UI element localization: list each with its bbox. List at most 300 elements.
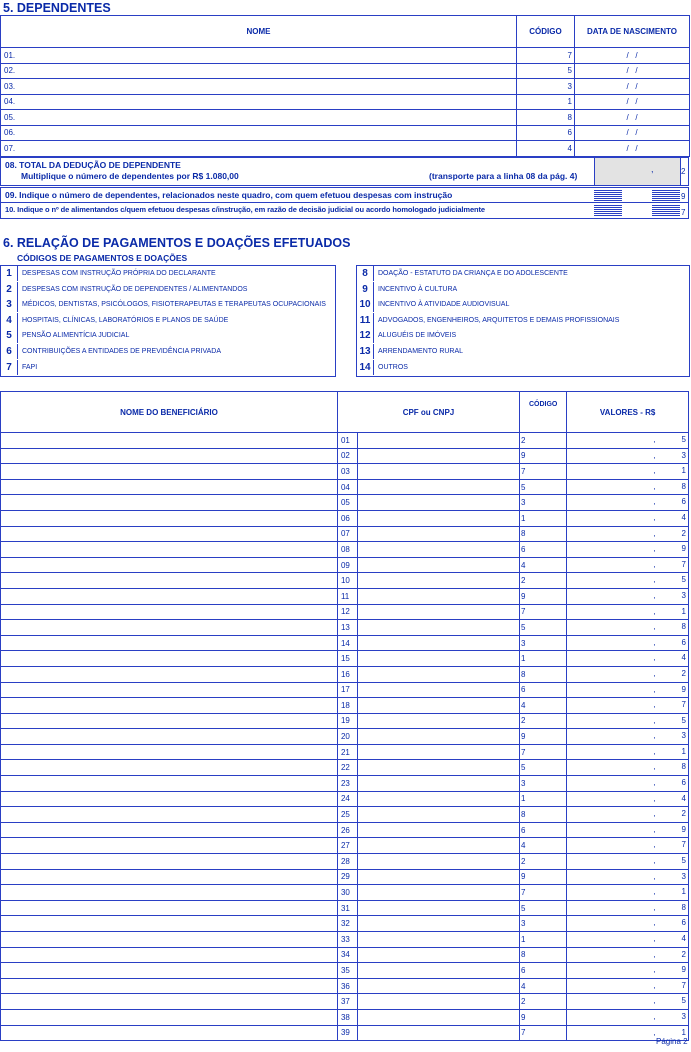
payment-value-field[interactable]: [567, 916, 689, 932]
code-check-digit: 4: [521, 560, 526, 570]
beneficiary-name-field[interactable]: [1, 932, 338, 948]
payment-code-number: 11: [357, 313, 374, 328]
payment-row-number: 38: [337, 1009, 357, 1025]
dependent-check-digit: 3: [567, 81, 572, 91]
code-check-digit: 4: [521, 981, 526, 991]
payment-code-field[interactable]: [520, 698, 567, 714]
dependent-code-field[interactable]: [517, 110, 575, 126]
payment-value-field[interactable]: [567, 854, 689, 870]
payment-code-field[interactable]: [520, 822, 567, 838]
payment-value-field[interactable]: [567, 698, 689, 714]
payment-row-number: 15: [337, 651, 357, 667]
payment-code-field[interactable]: [520, 526, 567, 542]
payment-code-field[interactable]: [520, 947, 567, 963]
value-decimal-separator: ,: [653, 809, 656, 819]
code-check-digit: 9: [521, 732, 526, 742]
dependent-birth-date-field[interactable]: [575, 63, 690, 79]
payment-row: [1, 776, 689, 792]
payment-code-field[interactable]: [520, 588, 567, 604]
beneficiary-name-field[interactable]: [1, 620, 338, 636]
line10-text: 10. Indique o nº de alimentandos c/quem efetuou despesas c/instrução, em razão de decisão judicial ou acordo homologado judicialmente: [5, 205, 485, 214]
payment-value-field[interactable]: [567, 464, 689, 480]
cpf-cnpj-field[interactable]: [358, 526, 520, 542]
payment-value-field[interactable]: [567, 1009, 689, 1025]
code-check-digit: 1: [521, 513, 526, 523]
beneficiary-name-field[interactable]: [1, 651, 338, 667]
payment-code-label: INCENTIVO À CULTURA: [378, 285, 458, 293]
line09-check-digit: 9: [681, 192, 686, 201]
beneficiary-name-field[interactable]: [1, 682, 338, 698]
dependents-table: [0, 15, 690, 157]
payment-value-field[interactable]: [567, 776, 689, 792]
payment-value-field[interactable]: [567, 900, 689, 916]
code-check-digit: 6: [521, 965, 526, 975]
code-check-digit: 9: [521, 1012, 526, 1022]
payment-row: [1, 1025, 689, 1041]
payment-code-item: [357, 282, 689, 297]
payment-row-number: 24: [337, 791, 357, 807]
beneficiary-name-field[interactable]: [1, 760, 338, 776]
payment-code-field[interactable]: [520, 744, 567, 760]
payment-row: [1, 666, 689, 682]
line10-box: [0, 203, 689, 219]
payment-value-field[interactable]: [567, 682, 689, 698]
cpf-cnpj-field[interactable]: [358, 495, 520, 511]
dependent-name-field[interactable]: [1, 110, 517, 126]
cpf-cnpj-field[interactable]: [358, 900, 520, 916]
payment-row: [1, 479, 689, 495]
beneficiary-name-field[interactable]: [1, 557, 338, 573]
value-check-digit: 5: [681, 856, 686, 866]
code-check-digit: 7: [521, 466, 526, 476]
payment-code-number: 5: [1, 328, 18, 343]
dependent-birth-date-field[interactable]: [575, 94, 690, 110]
payment-code-field[interactable]: [520, 573, 567, 589]
dependent-name-field[interactable]: [1, 48, 517, 64]
dependent-birth-date-field[interactable]: [575, 79, 690, 95]
cpf-cnpj-field[interactable]: [358, 838, 520, 854]
value-check-digit: 6: [681, 918, 686, 928]
payment-code-field[interactable]: [520, 791, 567, 807]
cpf-cnpj-field[interactable]: [358, 978, 520, 994]
payment-code-field[interactable]: [520, 682, 567, 698]
payment-code-field[interactable]: [520, 854, 567, 870]
payment-code-field[interactable]: [520, 807, 567, 823]
value-check-digit: 3: [681, 1011, 686, 1021]
cpf-cnpj-field[interactable]: [358, 760, 520, 776]
beneficiary-name-field[interactable]: [1, 588, 338, 604]
beneficiary-name-field[interactable]: [1, 744, 338, 760]
payment-value-field[interactable]: [567, 495, 689, 511]
payment-row-number: 14: [337, 635, 357, 651]
beneficiary-name-field[interactable]: [1, 526, 338, 542]
payment-row-number: 32: [337, 916, 357, 932]
cpf-cnpj-field[interactable]: [358, 791, 520, 807]
dependent-name-field[interactable]: [1, 79, 517, 95]
value-check-digit: 1: [681, 887, 686, 897]
payment-value-field[interactable]: [567, 963, 689, 979]
dependent-name-field[interactable]: [1, 63, 517, 79]
cpf-cnpj-field[interactable]: [358, 479, 520, 495]
value-decimal-separator: ,: [653, 778, 656, 788]
payment-value-field[interactable]: [567, 729, 689, 745]
payment-row: [1, 651, 689, 667]
beneficiary-name-field[interactable]: [1, 542, 338, 558]
cpf-cnpj-field[interactable]: [358, 448, 520, 464]
payment-value-field[interactable]: [567, 510, 689, 526]
beneficiary-name-field[interactable]: [1, 448, 338, 464]
payment-code-field[interactable]: [520, 635, 567, 651]
cpf-cnpj-field[interactable]: [358, 869, 520, 885]
page-number: Página 2: [656, 1037, 688, 1046]
beneficiary-name-field[interactable]: [1, 807, 338, 823]
dependent-row: [1, 63, 690, 79]
dependent-name-field[interactable]: [1, 141, 517, 157]
payment-value-field[interactable]: [567, 932, 689, 948]
line09-field-hatch-2: [652, 189, 680, 201]
code-check-digit: 5: [521, 763, 526, 773]
value-decimal-separator: ,: [653, 887, 656, 897]
payment-row-number: 39: [337, 1025, 357, 1041]
payment-value-field[interactable]: [567, 666, 689, 682]
payment-code-field[interactable]: [520, 932, 567, 948]
beneficiary-name-field[interactable]: [1, 978, 338, 994]
payment-row: [1, 994, 689, 1010]
payment-row-number: 05: [337, 495, 357, 511]
payment-code-field[interactable]: [520, 448, 567, 464]
beneficiary-name-field[interactable]: [1, 698, 338, 714]
line08-total-field[interactable]: [594, 158, 681, 185]
payment-code-field[interactable]: [520, 900, 567, 916]
payment-code-field[interactable]: [520, 510, 567, 526]
dependent-check-digit: 7: [567, 50, 572, 60]
payment-code-field[interactable]: [520, 869, 567, 885]
beneficiary-name-field[interactable]: [1, 573, 338, 589]
cpf-cnpj-field[interactable]: [358, 822, 520, 838]
payment-row: [1, 573, 689, 589]
payment-row: [1, 698, 689, 714]
dependent-code-field[interactable]: [517, 94, 575, 110]
cpf-cnpj-field[interactable]: [358, 947, 520, 963]
payment-code-label: ADVOGADOS, ENGENHEIROS, ARQUITETOS E DEMAIS PROFISSIONAIS: [378, 316, 620, 324]
cpf-cnpj-field[interactable]: [358, 916, 520, 932]
cpf-cnpj-field[interactable]: [358, 1025, 520, 1041]
line10-field-hatch-2: [652, 204, 680, 216]
payment-value-field[interactable]: [567, 978, 689, 994]
value-decimal-separator: ,: [653, 902, 656, 912]
cpf-cnpj-field[interactable]: [358, 666, 520, 682]
cpf-cnpj-field[interactable]: [358, 635, 520, 651]
payment-row-number: 18: [337, 698, 357, 714]
cpf-cnpj-field[interactable]: [358, 557, 520, 573]
beneficiary-name-field[interactable]: [1, 433, 338, 449]
dependent-row: [1, 110, 690, 126]
dependent-birth-date-field[interactable]: [575, 48, 690, 64]
payment-code-field[interactable]: [520, 1025, 567, 1041]
value-check-digit: 1: [681, 466, 686, 476]
code-check-digit: 1: [521, 934, 526, 944]
cpf-cnpj-field[interactable]: [358, 854, 520, 870]
payment-code-field[interactable]: [520, 557, 567, 573]
payment-value-field[interactable]: [567, 635, 689, 651]
dependent-date-separators: / /: [626, 112, 638, 122]
payment-code-field[interactable]: [520, 542, 567, 558]
payment-code-field[interactable]: [520, 838, 567, 854]
payment-code-field[interactable]: [520, 479, 567, 495]
payment-value-field[interactable]: [567, 620, 689, 636]
payment-code-field[interactable]: [520, 620, 567, 636]
beneficiary-name-field[interactable]: [1, 791, 338, 807]
beneficiary-name-field[interactable]: [1, 495, 338, 511]
value-decimal-separator: ,: [653, 965, 656, 975]
beneficiary-name-field[interactable]: [1, 994, 338, 1010]
payment-row-number: 12: [337, 604, 357, 620]
dependent-check-digit: 5: [567, 66, 572, 76]
cpf-cnpj-field[interactable]: [358, 588, 520, 604]
cpf-cnpj-field[interactable]: [358, 713, 520, 729]
payment-value-field[interactable]: [567, 604, 689, 620]
beneficiary-name-field[interactable]: [1, 916, 338, 932]
value-check-digit: 8: [681, 762, 686, 772]
dependent-birth-date-field[interactable]: [575, 141, 690, 157]
dependent-code-field[interactable]: [517, 48, 575, 64]
beneficiary-name-field[interactable]: [1, 729, 338, 745]
payment-value-field[interactable]: [567, 947, 689, 963]
header-code: CÓDIGO: [517, 16, 575, 48]
cpf-cnpj-field[interactable]: [358, 932, 520, 948]
payment-row-number: 22: [337, 760, 357, 776]
beneficiary-name-field[interactable]: [1, 464, 338, 480]
dependent-row: [1, 79, 690, 95]
dependent-check-digit: 1: [567, 97, 572, 107]
value-decimal-separator: ,: [653, 684, 656, 694]
cpf-cnpj-field[interactable]: [358, 776, 520, 792]
payment-value-field[interactable]: [567, 791, 689, 807]
payment-value-field[interactable]: [567, 448, 689, 464]
payment-row-number: 07: [337, 526, 357, 542]
code-check-digit: 1: [521, 794, 526, 804]
dependent-code-field[interactable]: [517, 141, 575, 157]
code-check-digit: 3: [521, 498, 526, 508]
value-check-digit: 3: [681, 590, 686, 600]
value-decimal-separator: ,: [653, 559, 656, 569]
beneficiary-name-field[interactable]: [1, 604, 338, 620]
payment-code-field[interactable]: [520, 760, 567, 776]
value-decimal-separator: ,: [653, 762, 656, 772]
cpf-cnpj-field[interactable]: [358, 573, 520, 589]
beneficiary-name-field[interactable]: [1, 1009, 338, 1025]
code-check-digit: 8: [521, 669, 526, 679]
dependent-row: [1, 141, 690, 157]
payment-value-field[interactable]: [567, 526, 689, 542]
payment-value-field[interactable]: [567, 760, 689, 776]
payment-row: [1, 822, 689, 838]
cpf-cnpj-field[interactable]: [358, 807, 520, 823]
cpf-cnpj-field[interactable]: [358, 994, 520, 1010]
value-check-digit: 8: [681, 902, 686, 912]
dependent-code-field[interactable]: [517, 63, 575, 79]
cpf-cnpj-field[interactable]: [358, 620, 520, 636]
payment-value-field[interactable]: [567, 713, 689, 729]
beneficiary-name-field[interactable]: [1, 713, 338, 729]
payment-value-field[interactable]: [567, 479, 689, 495]
payment-row: [1, 495, 689, 511]
payment-value-field[interactable]: [567, 651, 689, 667]
value-check-digit: 9: [681, 544, 686, 554]
payment-code-field[interactable]: [520, 916, 567, 932]
payment-code-field[interactable]: [520, 1009, 567, 1025]
beneficiary-name-field[interactable]: [1, 666, 338, 682]
payment-code-field[interactable]: [520, 666, 567, 682]
cpf-cnpj-field[interactable]: [358, 542, 520, 558]
payment-row: [1, 978, 689, 994]
payment-code-item: [357, 328, 689, 343]
value-decimal-separator: ,: [653, 856, 656, 866]
beneficiary-name-field[interactable]: [1, 947, 338, 963]
payment-value-field[interactable]: [567, 557, 689, 573]
beneficiary-name-field[interactable]: [1, 479, 338, 495]
header-birth-date: DATA DE NASCIMENTO: [575, 16, 690, 48]
beneficiary-name-field[interactable]: [1, 869, 338, 885]
payments-header-row: [1, 392, 689, 433]
payment-code-field[interactable]: [520, 776, 567, 792]
value-decimal-separator: ,: [653, 840, 656, 850]
payment-row: [1, 963, 689, 979]
cpf-cnpj-field[interactable]: [358, 963, 520, 979]
code-check-digit: 9: [521, 872, 526, 882]
payment-code-field[interactable]: [520, 433, 567, 449]
payment-value-field[interactable]: [567, 838, 689, 854]
payment-code-number: 10: [357, 297, 374, 312]
payment-code-item: [1, 344, 335, 359]
payment-row-number: 31: [337, 900, 357, 916]
cpf-cnpj-field[interactable]: [358, 651, 520, 667]
value-check-digit: 4: [681, 512, 686, 522]
beneficiary-name-field[interactable]: [1, 854, 338, 870]
payment-code-field[interactable]: [520, 713, 567, 729]
payment-value-field[interactable]: [567, 885, 689, 901]
cpf-cnpj-field[interactable]: [358, 464, 520, 480]
beneficiary-name-field[interactable]: [1, 838, 338, 854]
payment-row-number: 01: [337, 433, 357, 449]
payment-code-field[interactable]: [520, 963, 567, 979]
cpf-cnpj-field[interactable]: [358, 744, 520, 760]
beneficiary-name-field[interactable]: [1, 635, 338, 651]
payment-code-label: HOSPITAIS, CLÍNICAS, LABORATÓRIOS E PLANOS DE SAÚDE: [22, 316, 229, 324]
payment-code-item: [1, 282, 335, 297]
payment-code-field[interactable]: [520, 495, 567, 511]
dependent-birth-date-field[interactable]: [575, 125, 690, 141]
dependent-name-field[interactable]: [1, 94, 517, 110]
dependent-date-separators: / /: [626, 81, 638, 91]
cpf-cnpj-field[interactable]: [358, 682, 520, 698]
dependent-date-separators: / /: [626, 128, 638, 138]
payment-code-field[interactable]: [520, 994, 567, 1010]
payment-value-field[interactable]: [567, 542, 689, 558]
beneficiary-name-field[interactable]: [1, 900, 338, 916]
value-check-digit: 3: [681, 871, 686, 881]
dependent-birth-date-field[interactable]: [575, 110, 690, 126]
payment-value-field[interactable]: [567, 869, 689, 885]
dependent-date-separators: / /: [626, 66, 638, 76]
payment-value-field[interactable]: [567, 994, 689, 1010]
payment-value-field[interactable]: [567, 588, 689, 604]
payment-row: [1, 588, 689, 604]
value-check-digit: 8: [681, 622, 686, 632]
payment-row-number: 35: [337, 963, 357, 979]
value-decimal-separator: ,: [653, 653, 656, 663]
line08-subtitle: Multiplique o número de dependentes por R$ 1.080,00: [21, 171, 239, 181]
payment-value-field[interactable]: [567, 744, 689, 760]
value-check-digit: 3: [681, 731, 686, 741]
cpf-cnpj-field[interactable]: [358, 1009, 520, 1025]
payment-code-item: [357, 360, 689, 375]
value-check-digit: 1: [681, 746, 686, 756]
beneficiary-name-field[interactable]: [1, 885, 338, 901]
beneficiary-name-field[interactable]: [1, 1025, 338, 1041]
dependent-date-separators: / /: [626, 143, 638, 153]
dependent-code-field[interactable]: [517, 79, 575, 95]
cpf-cnpj-field[interactable]: [358, 433, 520, 449]
payment-code-label: FAPI: [22, 363, 38, 371]
beneficiary-name-field[interactable]: [1, 510, 338, 526]
payment-code-number: 13: [357, 344, 374, 359]
value-decimal-separator: ,: [653, 996, 656, 1006]
cpf-cnpj-field[interactable]: [358, 885, 520, 901]
payment-value-field[interactable]: [567, 573, 689, 589]
dependent-code-field[interactable]: [517, 125, 575, 141]
payment-row: [1, 947, 689, 963]
beneficiary-name-field[interactable]: [1, 822, 338, 838]
cpf-cnpj-field[interactable]: [358, 729, 520, 745]
payment-value-field[interactable]: [567, 822, 689, 838]
payment-code-field[interactable]: [520, 604, 567, 620]
dependent-name-field[interactable]: [1, 125, 517, 141]
dependent-row-number: 01.: [4, 50, 16, 60]
payment-code-field[interactable]: [520, 651, 567, 667]
payment-code-number: 6: [1, 344, 18, 359]
cpf-cnpj-field[interactable]: [358, 604, 520, 620]
payment-value-field[interactable]: [567, 807, 689, 823]
dependent-row-number: 05.: [4, 112, 16, 122]
cpf-cnpj-field[interactable]: [358, 698, 520, 714]
value-check-digit: 7: [681, 840, 686, 850]
payment-code-item: [1, 360, 335, 375]
payment-code-field[interactable]: [520, 885, 567, 901]
cpf-cnpj-field[interactable]: [358, 510, 520, 526]
line08-decimal-separator: ,: [651, 164, 654, 174]
value-check-digit: 4: [681, 934, 686, 943]
code-check-digit: 2: [521, 576, 526, 586]
payment-row-number: 11: [337, 588, 357, 604]
payment-row: [1, 807, 689, 823]
value-check-digit: 2: [681, 809, 686, 819]
beneficiary-name-field[interactable]: [1, 963, 338, 979]
payment-code-field[interactable]: [520, 464, 567, 480]
line08-title: 08. TOTAL DA DEDUÇÃO DE DEPENDENTE: [5, 160, 181, 170]
header-beneficiary: NOME DO BENEFICIÁRIO: [1, 392, 338, 433]
payment-row-number: 23: [337, 776, 357, 792]
payment-value-field[interactable]: [567, 433, 689, 449]
payment-code-field[interactable]: [520, 978, 567, 994]
dependent-row-number: 04.: [4, 97, 16, 107]
beneficiary-name-field[interactable]: [1, 776, 338, 792]
value-check-digit: 9: [681, 965, 686, 975]
codes-right-box: [356, 265, 690, 377]
payment-code-field[interactable]: [520, 729, 567, 745]
value-decimal-separator: ,: [653, 715, 656, 725]
code-check-digit: 3: [521, 778, 526, 788]
